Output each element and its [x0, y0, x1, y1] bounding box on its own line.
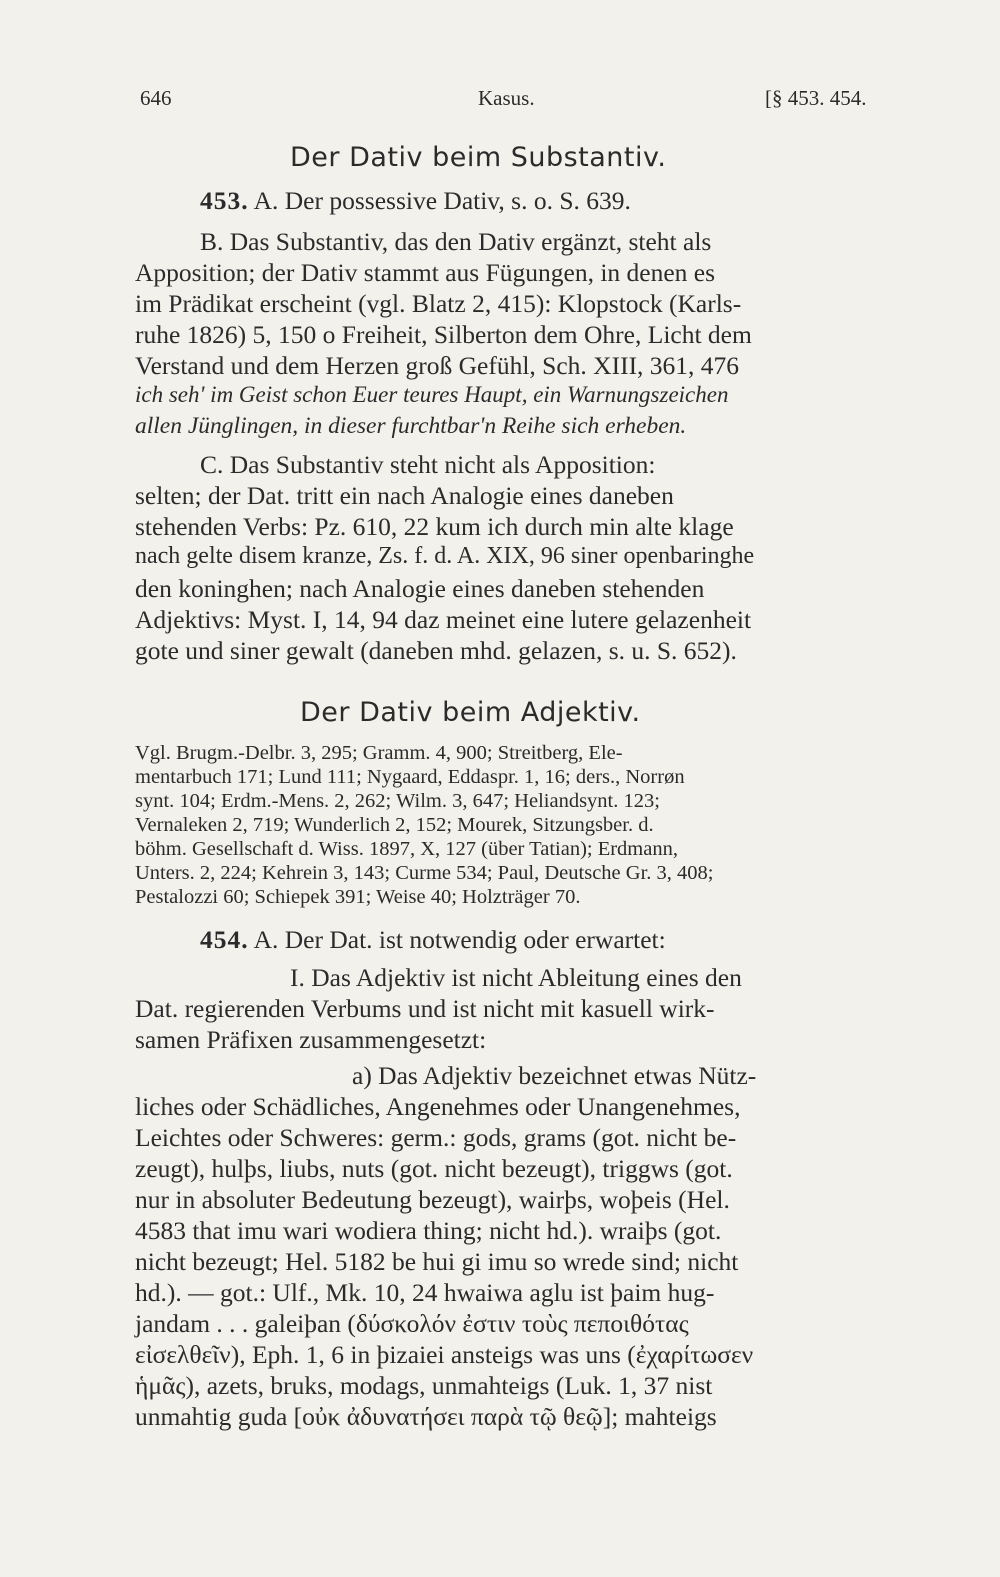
text-line: Verstand und dem Herzen groß Gefühl, Sch. XIII, 361, 476 — [135, 351, 740, 380]
section-454-a-text: A. Der Dat. ist notwendig oder erwartet: — [253, 925, 666, 954]
running-title: Kasus. — [478, 86, 535, 110]
bibliography-line: Unters. 2, 224; Kehrein 3, 143; Curme 534; Paul, Deutsche Gr. 3, 408; — [135, 862, 714, 884]
text-line: C. Das Substantiv steht nicht als Apposition: — [200, 450, 656, 479]
section-454-line-a — [200, 925, 666, 955]
bibliography-line: Vernaleken 2, 719; Wunderlich 2, 152; Mourek, Sitzungsber. d. — [135, 814, 654, 836]
text-line: hd.). — got.: Ulf., Mk. 10, 24 hwaiwa aglu ist þaim hug- — [135, 1278, 715, 1307]
text-line: Leichtes oder Schweres: germ.: gods, grams (got. nicht be- — [135, 1123, 737, 1152]
section-number-453: 453. — [200, 186, 249, 215]
text-line: εἰσελθεῖν), Eph. 1, 6 in þizaiei ansteigs was uns (ἐχαρίτωσεν — [135, 1340, 754, 1369]
bibliography-line: böhm. Gesellschaft d. Wiss. 1897, X, 127 (über Tatian); Erdmann, — [135, 838, 678, 860]
text-line-italic: ich seh' im Geist schon Euer teures Haupt, ein Warnungszeichen — [135, 382, 729, 407]
text-line: I. Das Adjektiv ist nicht Ableitung eines den — [290, 963, 742, 992]
bibliography-line: Vgl. Brugm.-Delbr. 3, 295; Gramm. 4, 900; Streitberg, Ele- — [135, 742, 623, 764]
text-line: stehenden Verbs: Pz. 610, 22 kum ich durch min alte klage — [135, 512, 734, 541]
text-line: jandam . . . galeiþan (δύσκολόν ἐστιν τοὺς πεποιθότας — [135, 1309, 689, 1338]
section-453-line-a — [200, 186, 631, 216]
text-line: samen Präfixen zusammengesetzt: — [135, 1025, 487, 1054]
text-line: 4583 that imu wari wodiera thing; nicht hd.). wraiþs (got. — [135, 1216, 722, 1245]
bibliography-line: synt. 104; Erdm.-Mens. 2, 262; Wilm. 3, 647; Heliandsynt. 123; — [135, 790, 660, 812]
page-number: 646 — [140, 86, 172, 110]
text-line-italic: allen Jünglingen, in dieser furchtbar'n Reihe sich erheben. — [135, 413, 687, 439]
text-line: Dat. regierenden Verbums und ist nicht mit kasuell wirk- — [135, 994, 715, 1023]
text-line: nur in absoluter Bedeutung bezeugt), wairþs, woþeis (Hel. — [135, 1185, 730, 1214]
text-line: Adjektivs: Myst. I, 14, 94 daz meinet eine lutere gelazenheit — [135, 605, 752, 634]
text-line: nicht bezeugt; Hel. 5182 be hui gi imu so wrede sind; nicht — [135, 1247, 739, 1276]
text-line: unmahtig guda [οὐκ ἀδυνατήσει παρὰ τῷ θεῷ]; mahteigs — [135, 1402, 717, 1431]
text-line: gote und siner gewalt (daneben mhd. gelazen, s. u. S. 652). — [135, 636, 737, 665]
section-range: [§ 453. 454. — [765, 86, 867, 110]
heading-dativ-adjektiv: Der Dativ beim Adjektiv. — [300, 697, 641, 728]
heading-dativ-substantiv: Der Dativ beim Substantiv. — [290, 142, 667, 173]
text-line: zeugt), hulþs, liubs, nuts (got. nicht bezeugt), triggws (got. — [135, 1154, 733, 1183]
text-line: Apposition; der Dativ stammt aus Fügungen, in denen es — [135, 258, 716, 287]
text-line: ἡμᾶς), azets, bruks, modags, unmahteigs (Luk. 1, 37 nist — [135, 1371, 713, 1400]
section-453-a-text: A. Der possessive Dativ, s. o. S. 639. — [253, 186, 631, 215]
text-line: im Prädikat erscheint (vgl. Blatz 2, 415): Klopstock (Karls- — [135, 289, 742, 318]
text-line: a) Das Adjektiv bezeichnet etwas Nütz- — [352, 1061, 757, 1090]
text-line: nach gelte disem kranze, Zs. f. d. A. XIX, 96 siner openbaringhe — [135, 543, 755, 569]
text-line: ruhe 1826) 5, 150 o Freiheit, Silberton dem Ohre, Licht dem — [135, 320, 752, 349]
text-line: selten; der Dat. tritt ein nach Analogie eines daneben — [135, 481, 674, 510]
bibliography-line: mentarbuch 171; Lund 111; Nygaard, Eddaspr. 1, 16; ders., Norrøn — [135, 766, 685, 788]
text-line: liches oder Schädliches, Angenehmes oder Unangenehmes, — [135, 1092, 741, 1121]
text-line: B. Das Substantiv, das den Dativ ergänzt, steht als — [200, 227, 712, 256]
text-line: den koninghen; nach Analogie eines daneben stehenden — [135, 574, 705, 603]
section-number-454: 454. — [200, 925, 249, 954]
bibliography-line: Pestalozzi 60; Schiepek 391; Weise 40; Holzträger 70. — [135, 886, 581, 908]
